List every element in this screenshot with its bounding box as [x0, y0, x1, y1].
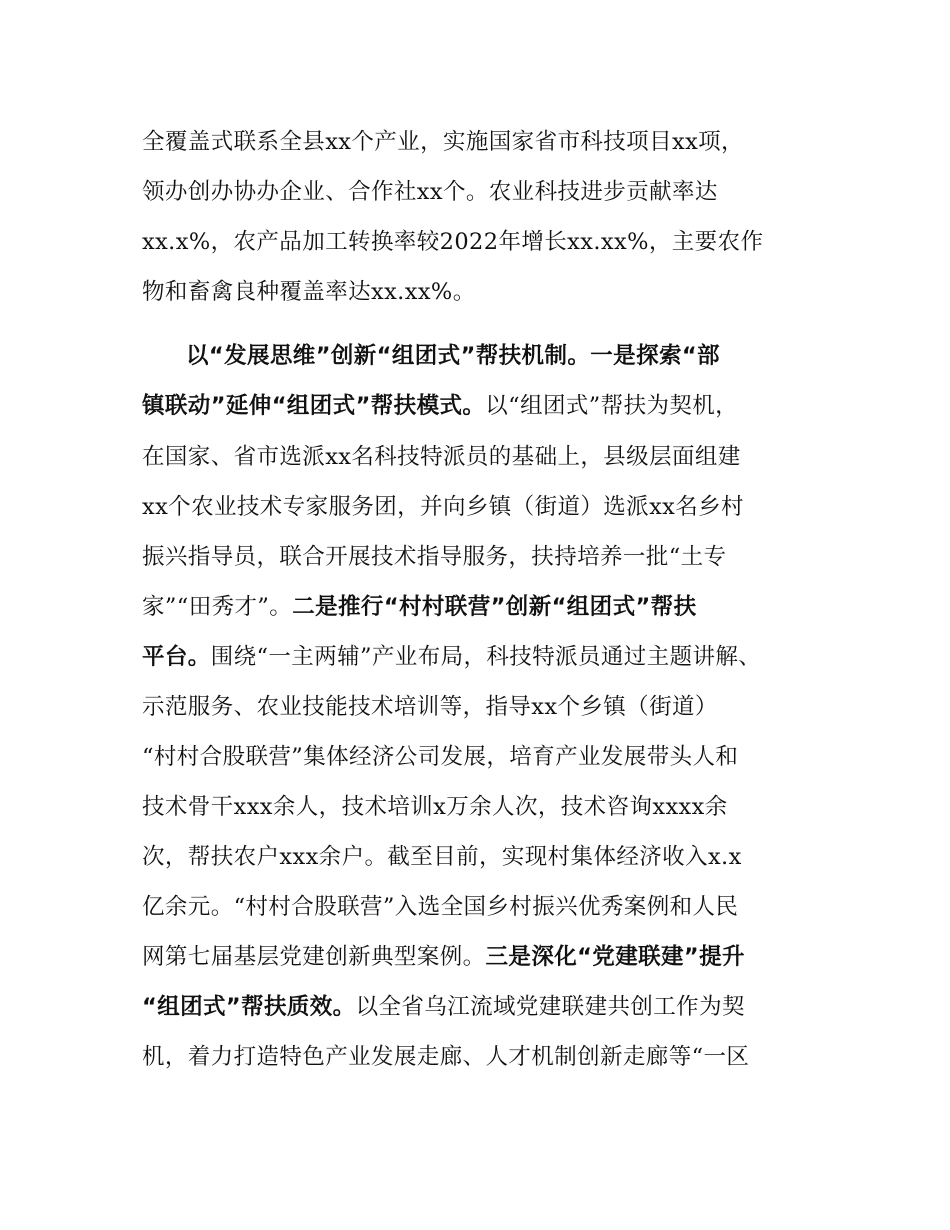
body-text: 网第七届基层党建创新典型案例。	[142, 944, 486, 970]
point-two-heading: 二是推行“村村联营”创新“组团式”帮扶	[292, 594, 697, 620]
text-line: 亿余元。“村村合股联营”入选全国乡村振兴优秀案例和人民	[142, 894, 739, 920]
point-two-heading-cont: 平台。	[142, 644, 211, 670]
text-line: 物和畜禽良种覆盖率达xx.xx%。	[142, 279, 476, 305]
point-three-heading-cont: “组团式”帮扶质效。	[142, 994, 356, 1020]
text-line: 机，着力打造特色产业发展走廊、人才机制创新走廊等“一区	[142, 1044, 750, 1070]
text-line	[142, 593, 696, 621]
body-text: 家”“田秀才”。	[142, 594, 293, 620]
text-line: 领办创办协办企业、合作社xx个。农业科技进步贡献率达	[142, 179, 718, 205]
text-line	[142, 943, 745, 971]
text-line	[142, 392, 738, 420]
section-heading: 以“发展思维”创新“组团式”帮扶机制。	[186, 343, 591, 369]
text-line	[142, 993, 745, 1021]
text-line: xx.x%，农产品加工转换率较2022年增长xx.xx%，主要农作	[142, 229, 764, 255]
text-line: 振兴指导员，联合开展技术指导服务，扶持培养一批“土专	[142, 544, 727, 570]
text-line: “村村合股联营”集体经济公司发展，培育产业发展带头人和	[142, 744, 739, 770]
text-line	[186, 342, 720, 370]
text-line: 次，帮扶农户xxx余户。截至目前，实现村集体经济收入x.x	[142, 844, 742, 870]
point-one-heading-cont: 镇联动”延伸“组团式”帮扶模式。	[142, 393, 486, 419]
body-text: 围绕“一主两辅”产业布局，科技特派员通过主题讲解、	[210, 644, 762, 670]
text-line: xx个农业技术专家服务团，并向乡镇（街道）选派xx名乡村	[142, 494, 744, 520]
text-line: 在国家、省市选派xx名科技特派员的基础上，县级层面组建	[142, 444, 741, 470]
body-text: 以“组团式”帮扶为契机，	[485, 393, 739, 419]
text-line	[142, 643, 761, 671]
body-text: 以全省乌江流域党建联建共创工作为契	[355, 994, 745, 1020]
point-one-heading: 一是探索“部	[590, 343, 720, 369]
point-three-heading: 三是深化“党建联建”提升	[485, 944, 745, 970]
text-line: 示范服务、农业技能技术培训等，指导xx个乡镇（街道）	[142, 694, 718, 720]
text-line: 技术骨干xxx余人，技术培训x万余人次，技术咨询xxxx余	[142, 794, 728, 820]
text-line: 全覆盖式联系全县xx个产业，实施国家省市科技项目xx项，	[142, 129, 744, 155]
